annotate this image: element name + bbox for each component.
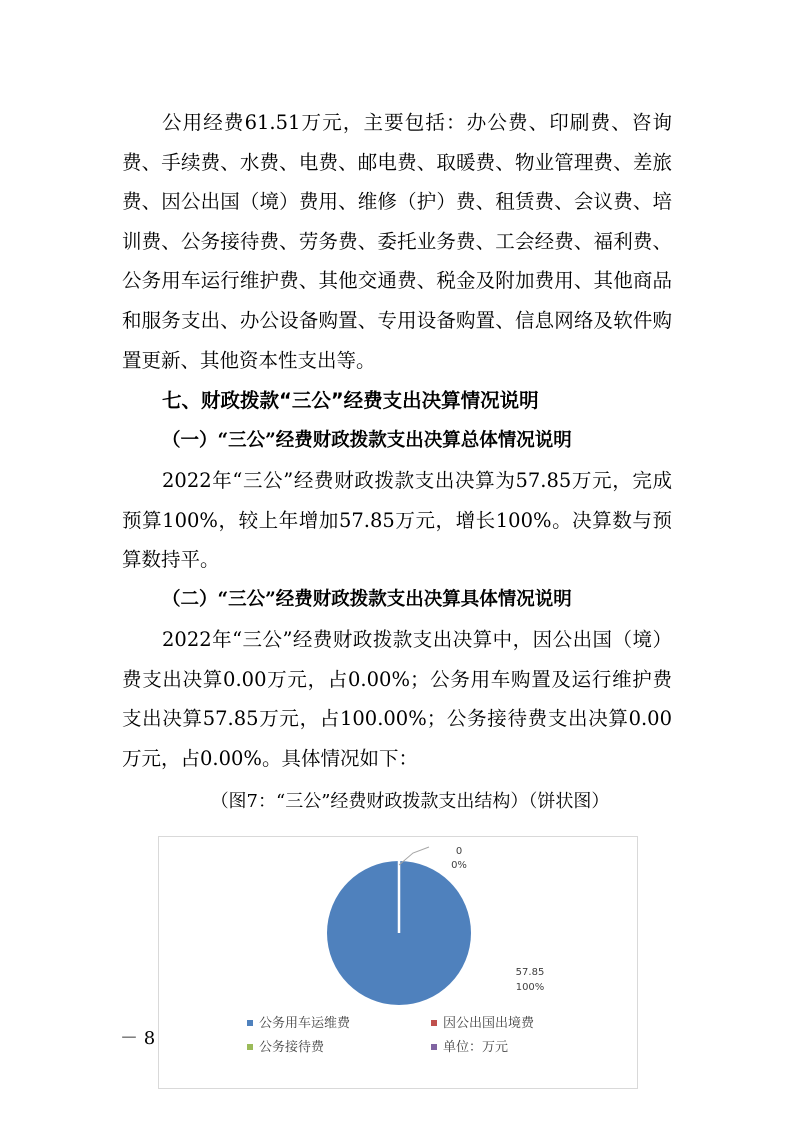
pie-label-value-1: 0 <box>455 846 463 857</box>
legend-label-1: 因公出国出境费 <box>443 1016 535 1031</box>
section-heading-7: 七、财政拨款“三公”经费支出决算情况说明 <box>162 389 539 412</box>
figure-caption: （图7：“三公”经费财政拨款支出结构）（饼状图） <box>210 791 610 812</box>
legend-label-2: 公务接待费 <box>259 1040 325 1055</box>
pie-label-value-0: 57.85 <box>515 967 545 978</box>
page-number: － 8 <box>120 1028 156 1049</box>
legend-swatch-1 <box>431 1020 437 1026</box>
pie-chart-container <box>158 836 638 1089</box>
legend-label-3: 单位：万元 <box>443 1040 509 1055</box>
legend-swatch-3 <box>431 1044 437 1050</box>
pie-label-pct-1: 0% <box>451 860 467 871</box>
legend-swatch-0 <box>247 1020 253 1026</box>
pie-chart <box>159 837 637 1088</box>
legend-label-0: 公务用车运维费 <box>259 1016 351 1031</box>
subheading-detail: （二）“三公”经费财政拨款支出决算具体情况说明 <box>162 589 572 610</box>
overall-paragraph: 2022年“三公”经费财政拨款支出决算为57.85万元，完成预算100%，较上年增加57.85万元，增长100%。决算数与预算数持平。 <box>122 469 672 572</box>
subheading-overall: （一）“三公”经费财政拨款支出决算总体情况说明 <box>162 430 572 451</box>
pie-label-pct-0: 100% <box>515 982 545 993</box>
detail-paragraph: 2022年“三公”经费财政拨款支出决算中，因公出国（境）费支出决算0.00万元，占0.00%；公务用车购置及运行维护费支出决算57.85万元，占100.00%；公务接待费支出决算0.00万元，占0.00%。具体情况如下： <box>122 628 672 770</box>
legend-swatch-2 <box>247 1044 253 1050</box>
public-funds-paragraph: 公用经费61.51万元，主要包括：办公费、印刷费、咨询费、手续费、水费、电费、邮电费、取暖费、物业管理费、差旅费、因公出国（境）费用、维修（护）费、租赁费、会议费、培训费、公务接待费、劳务费、委托业务费、工会经费、福利费、公务用车运行维护费、其他交通费、税金及附加费用、其他商品和服务支出、办公设备购置、专用设备购置、信息网络及软件购置更新、其他资本性支出等。 <box>122 111 672 372</box>
